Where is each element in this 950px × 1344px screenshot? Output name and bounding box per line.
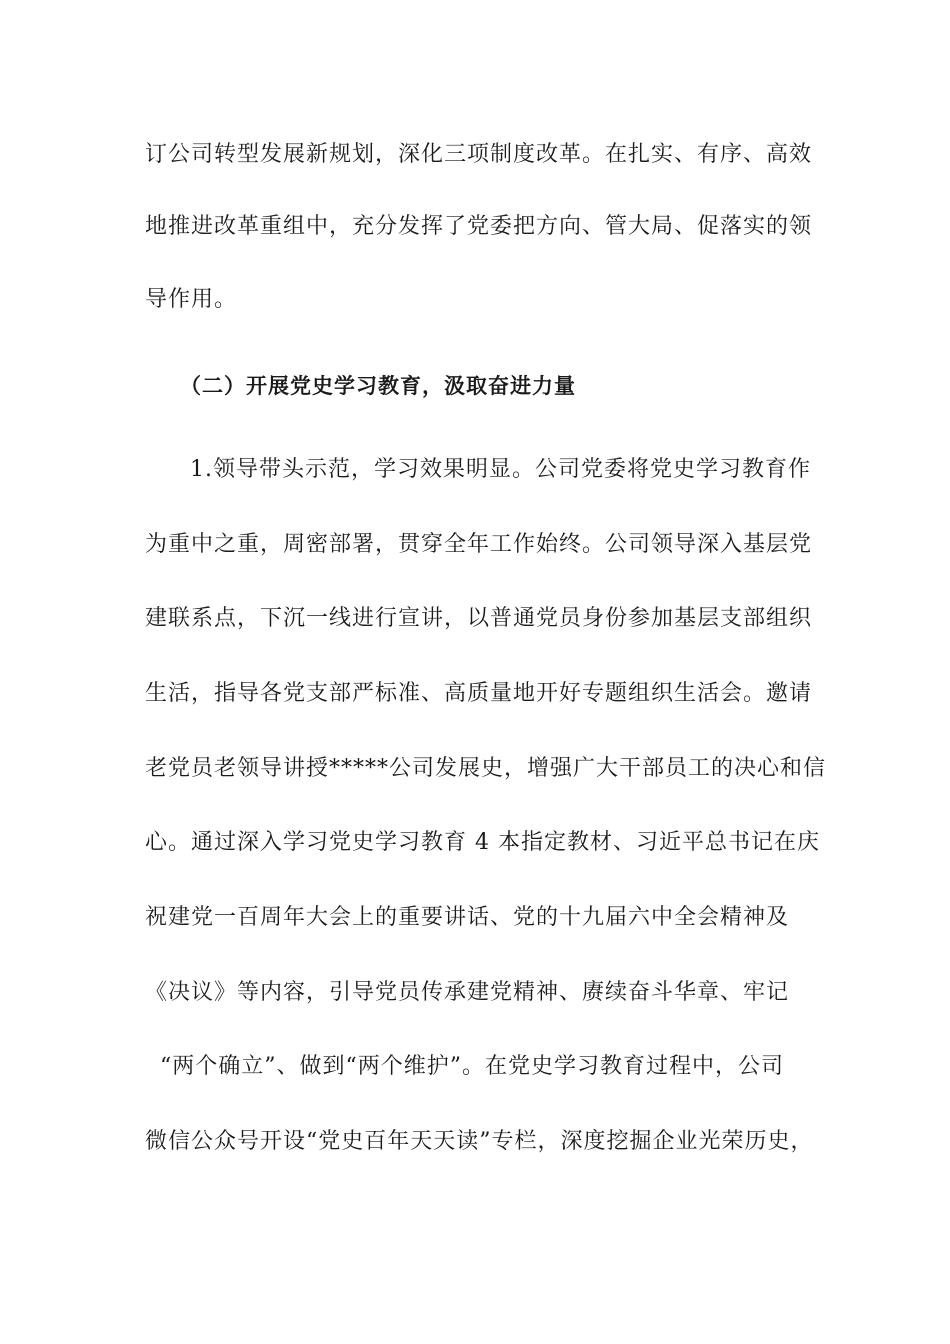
body-text-line: “两个确立”、做到“两个维护”。在党史学习教育过程中，公司	[160, 1054, 784, 1079]
body-text-line: 心。通过深入学习党史学习教育 4 本指定教材、习近平总书记在庆	[145, 830, 820, 855]
body-text-line: 订公司转型发展新规划，深化三项制度改革。在扎实、有序、高效	[145, 142, 813, 167]
body-text-line: 老党员老领导讲授*****公司发展史，增强广大干部员工的决心和信	[145, 756, 827, 781]
body-text-line: 《决议》等内容，引导党员传承建党精神、赓续奋斗华章、牢记	[145, 980, 790, 1005]
body-text-line: 1.领导带头示范，学习效果明显。公司党委将党史学习教育作	[190, 457, 811, 482]
body-text-line: 生活，指导各党支部严标准、高质量地开好专题组织生活会。邀请	[145, 681, 813, 706]
section-heading: （二）开展党史学习教育，汲取奋进力量	[180, 374, 576, 398]
body-text-line: 微信公众号开设“党史百年天天读”专栏，深度挖掘企业光荣历史，	[145, 1129, 814, 1154]
body-text-line: 为重中之重，周密部署，贯穿全年工作始终。公司领导深入基层党	[145, 532, 813, 557]
body-text-line: 地推进改革重组中，充分发挥了党委把方向、管大局、促落实的领	[145, 214, 813, 239]
body-text-line: 建联系点，下沉一线进行宣讲，以普通党员身份参加基层支部组织	[145, 606, 813, 631]
body-text-line: 导作用。	[145, 287, 238, 312]
body-text-line: 祝建党一百周年大会上的重要讲话、党的十九届六中全会精神及	[145, 905, 790, 930]
